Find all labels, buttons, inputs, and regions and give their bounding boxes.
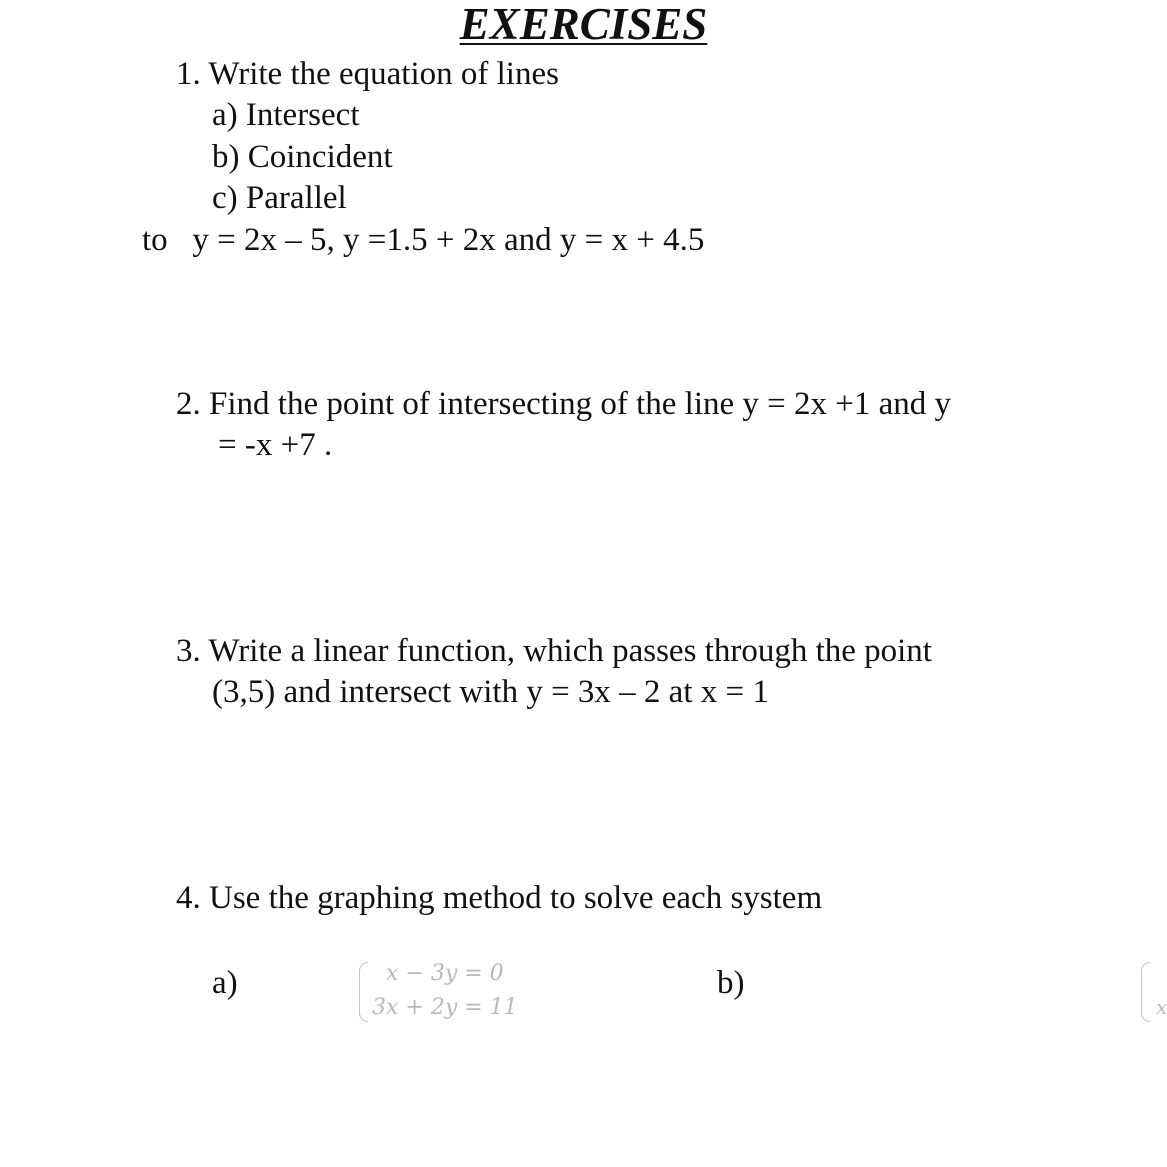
exercise-1-option-b: b) Coincident: [212, 139, 393, 175]
exercise-3-line-1: 3. Write a linear function, which passes through the point: [176, 633, 932, 669]
part-b-label: b): [717, 965, 745, 1001]
system-brace: [359, 962, 368, 1022]
part-b-equation-fragment: x: [1156, 995, 1167, 1019]
exercise-2-line-2: = -x +7 .: [218, 427, 333, 463]
exercise-1-option-a: a) Intersect: [212, 97, 360, 133]
exercise-1-prompt: 1. Write the equation of lines: [176, 56, 559, 92]
exercise-1-option-c: c) Parallel: [212, 180, 347, 216]
part-a-equation-1: x − 3y = 0: [386, 961, 504, 986]
page-title: EXERCISES: [459, 0, 708, 49]
exercise-3-line-2: (3,5) and intersect with y = 3x – 2 at x = 1: [212, 674, 769, 710]
part-a-equation-2: 3x + 2y = 11: [372, 995, 518, 1020]
exercise-2-line-1: 2. Find the point of intersecting of the line y = 2x +1 and y: [176, 386, 952, 422]
exercise-4-prompt: 4. Use the graphing method to solve each system: [176, 880, 823, 916]
exercise-1-equations: to y = 2x – 5, y =1.5 + 2x and y = x + 4.5: [142, 222, 705, 258]
system-brace: [1141, 962, 1150, 1022]
part-a-label: a): [212, 965, 238, 1001]
